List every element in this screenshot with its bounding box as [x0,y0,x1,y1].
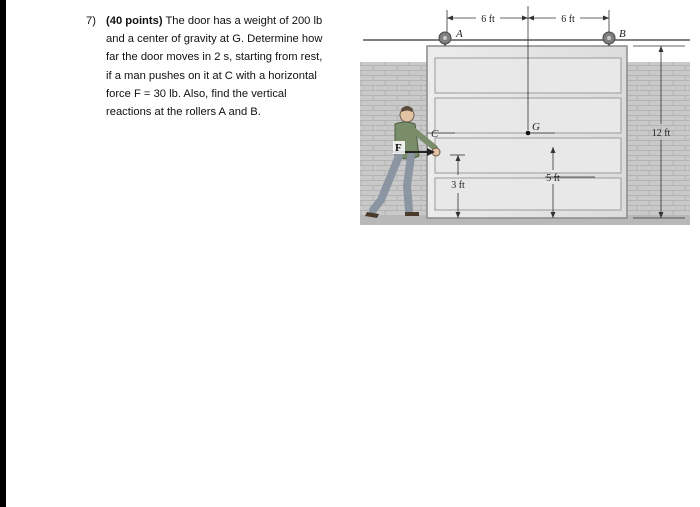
problem-number: 7) [86,15,96,27]
dim-label-5ft: 5 ft [546,173,560,184]
dim-label-12ft: 12 ft [651,128,671,139]
roller-a-hub [443,36,447,40]
problem-line-5: force F = 30 lb. Also, find the vertical [106,87,287,100]
problem-line-2: and a center of gravity at G. Determine how [106,33,323,46]
door-section-3 [435,138,621,173]
label-g: G [532,121,540,133]
problem-body [106,12,354,121]
problem-points: (40 points) [106,15,163,27]
door-figure [355,0,700,240]
dim-label-right: 6 ft [561,14,575,25]
man-shoe-front [405,212,419,216]
problem-line-6: reactions at the rollers A and B. [106,106,261,119]
door-diagram [355,0,700,240]
left-border [0,0,6,507]
dim-label-3ft: 3 ft [451,180,465,191]
problem-statement [86,12,354,121]
label-f: F [395,142,402,154]
problem-line-1: The door has a weight of 200 lb [162,15,323,27]
problem-line-4: if a man pushes on it at C with a horizontal [106,69,317,82]
roller-b-hub [607,36,611,40]
label-b: B [619,28,626,40]
problem-line-3: far the door moves in 2 s, starting from rest, [106,51,323,64]
point-g [526,131,531,136]
label-a: A [456,28,463,40]
dim-label-left: 6 ft [481,14,495,25]
man-leg-front [407,156,411,210]
label-c: C [431,128,439,140]
